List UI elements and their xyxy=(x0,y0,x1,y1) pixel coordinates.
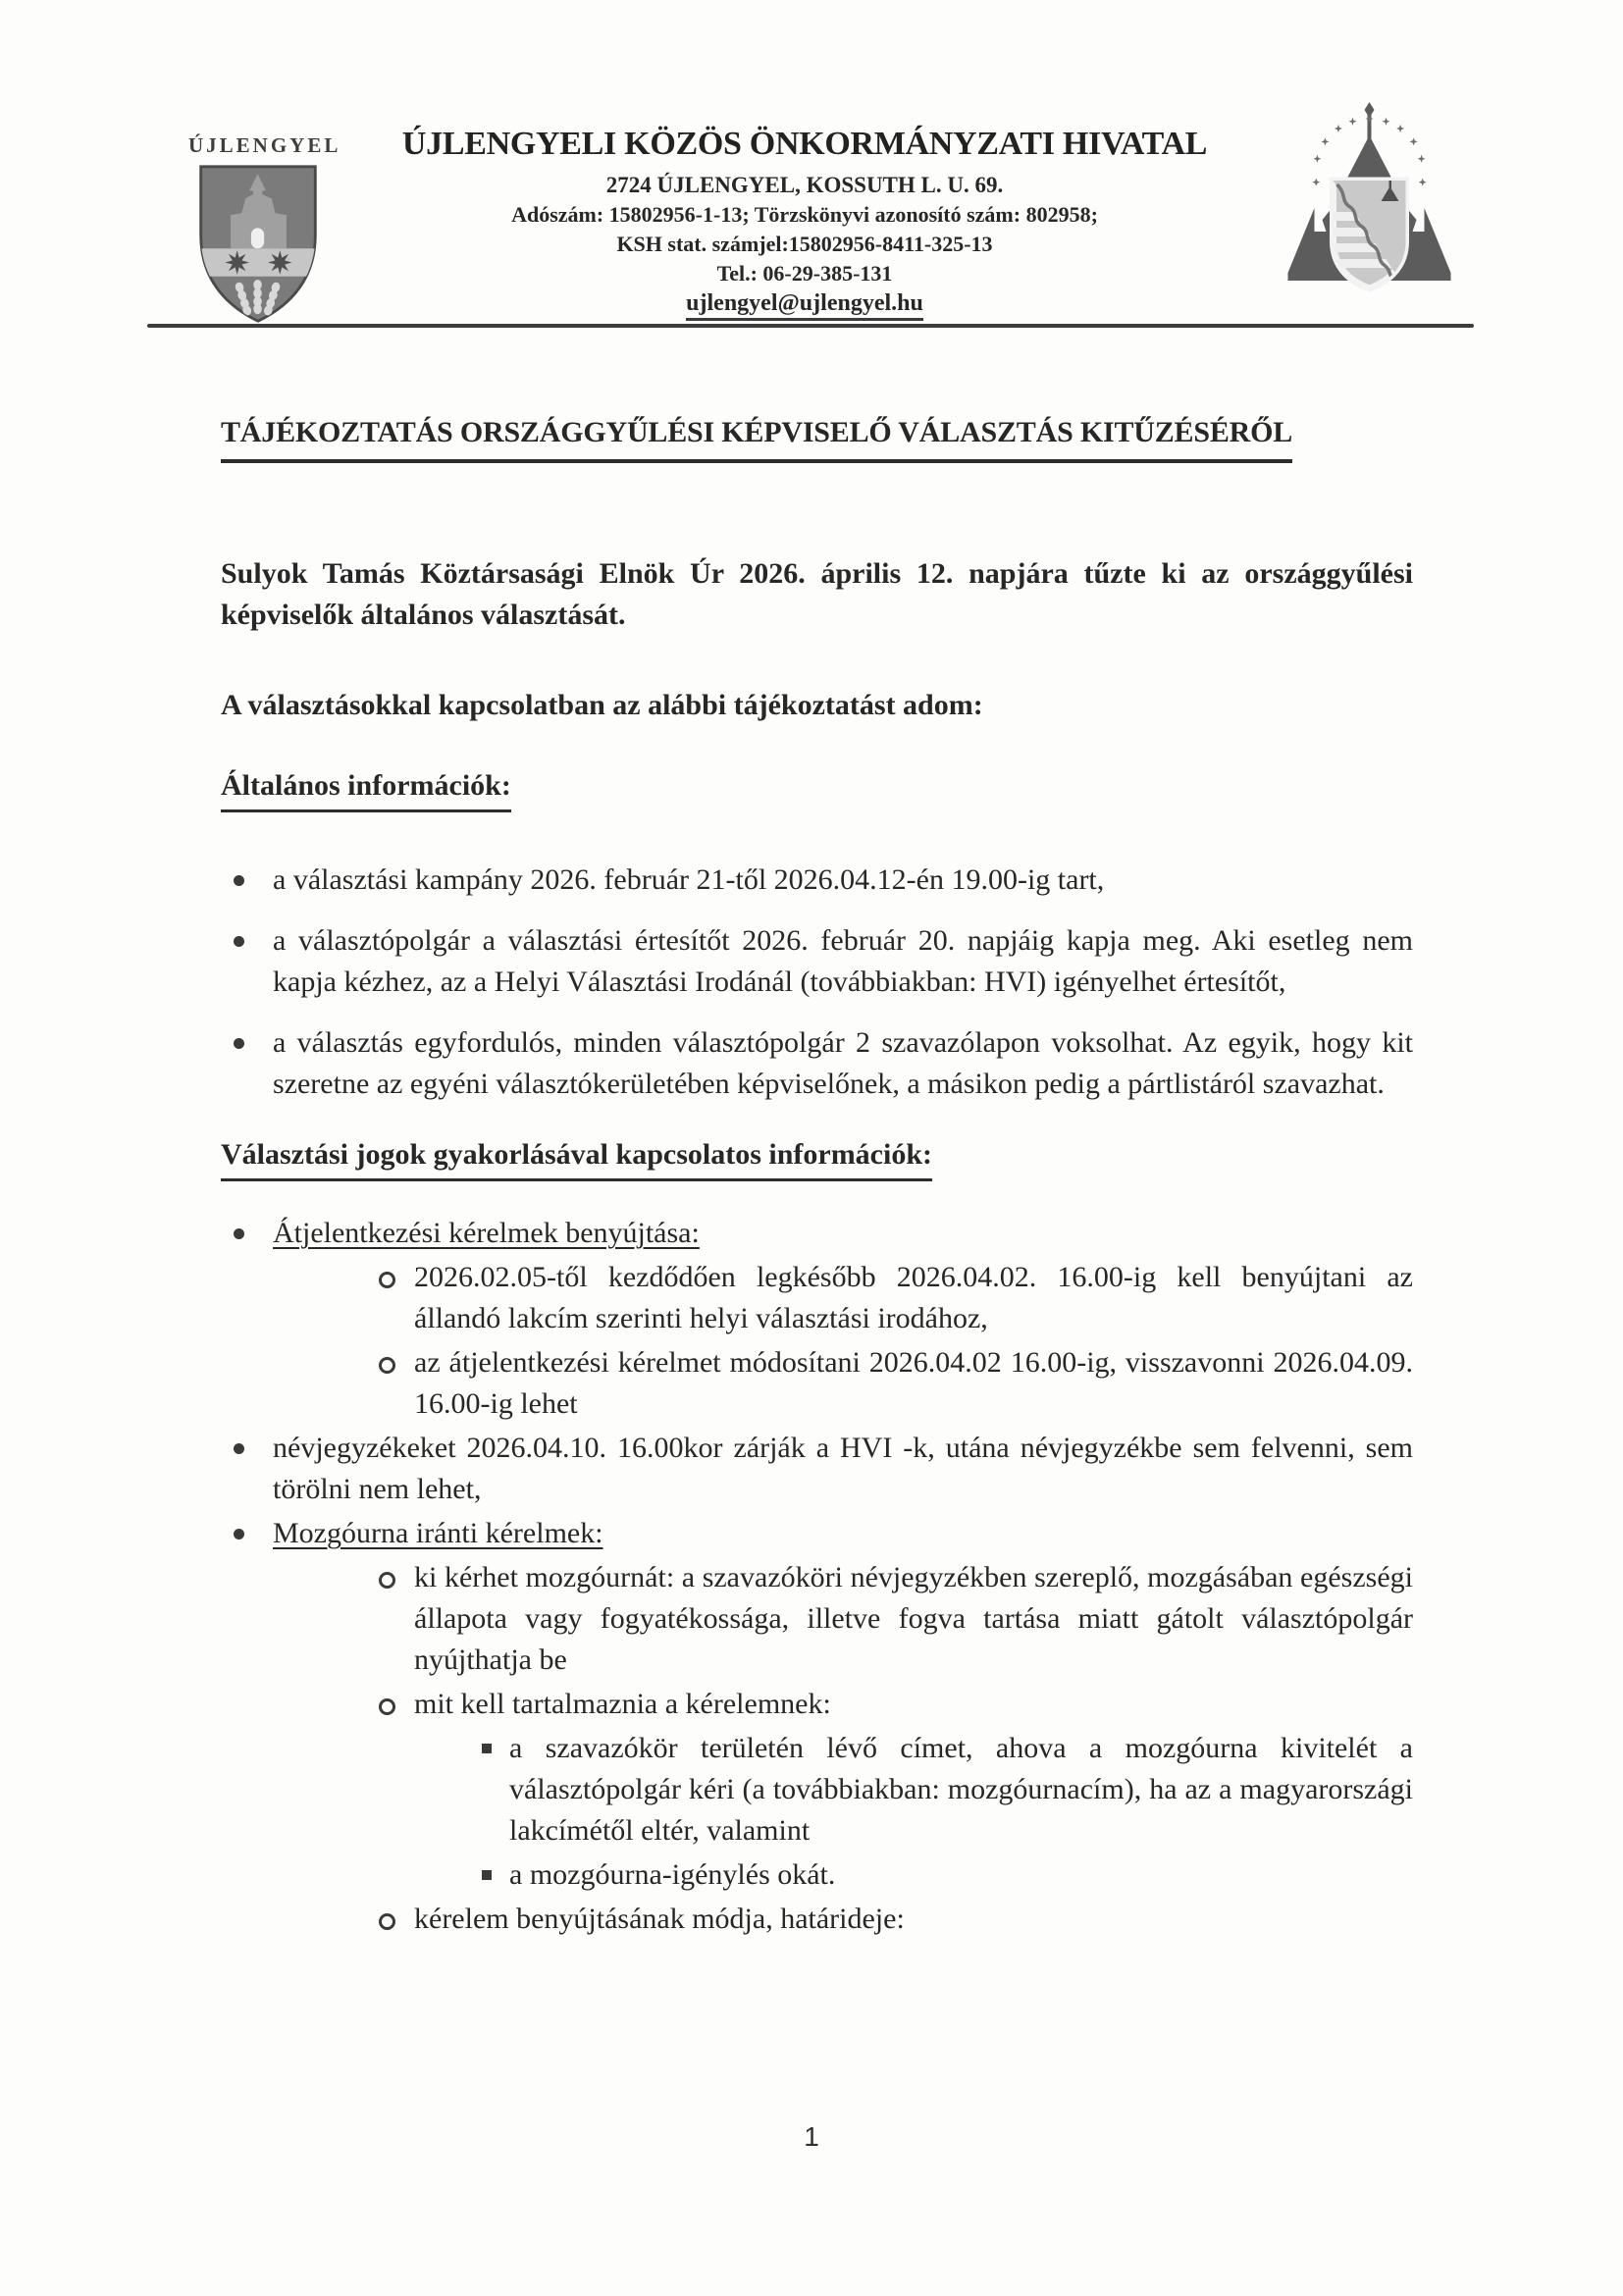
logo-label: ÚJLENGYEL xyxy=(188,133,341,157)
bullet-dot-icon xyxy=(221,920,273,1003)
document-body xyxy=(221,412,1413,1940)
list-item xyxy=(221,1428,1413,1510)
bullet-dot-icon xyxy=(221,860,273,901)
sub-list-item xyxy=(221,1899,1413,1940)
square-bullet-icon xyxy=(476,1728,509,1852)
rights-info-list xyxy=(221,1213,1413,1940)
document-title: TÁJÉKOZTATÁS ORSZÁGGYŰLÉSI KÉPVISELŐ VÁLASZTÁS KITŰZÉSÉRŐL xyxy=(221,413,1292,463)
sub-list-item-text: 2026.02.05-től kezdődően legkésőbb 2026.04.02. 16.00-ig kell benyújtani az állandó lakcím szerinti helyi választási irodához, xyxy=(414,1261,1413,1334)
bullet-dot-icon xyxy=(221,1513,273,1554)
circle-bullet-icon xyxy=(371,1257,414,1339)
org-name: ÚJLENGYELI KÖZÖS ÖNKORMÁNYZATI HIVATAL xyxy=(401,126,1208,162)
circle-bullet-icon xyxy=(371,1342,414,1425)
section-heading-general: Általános információk: xyxy=(221,765,511,812)
page-number: 1 xyxy=(804,2121,819,2152)
list-item-text: a választási kampány 2026. február 21-től 2026.04.12-én 19.00-ig tart, xyxy=(273,863,1105,896)
letterhead-text xyxy=(339,126,1271,321)
address-line: 2724 ÚJLENGYEL, KOSSUTH L. U. 69. xyxy=(605,173,1004,197)
general-info-list xyxy=(221,860,1413,1105)
sub-list-item-text: kérelem benyújtásának módja, határideje: xyxy=(414,1903,905,1935)
list-item-text: névjegyzékeket 2026.04.10. 16.00kor zárják a HVI -k, utána névjegyzékbe sem felvenni, sem törölni nem lehet, xyxy=(273,1432,1413,1505)
section-heading-rights: Választási jogok gyakorlásával kapcsolatos információk: xyxy=(221,1134,932,1181)
county-crest xyxy=(1272,96,1468,302)
square-bullet-icon xyxy=(476,1854,509,1896)
transfer-requests-label: Átjelentkezési kérelmek benyújtása: xyxy=(273,1217,700,1249)
sub-list-item xyxy=(221,1684,1413,1725)
lead-paragraph: A választásokkal kapcsolatban az alábbi tájékoztatást adom: xyxy=(221,689,983,721)
sub-list-item-text: ki kérhet mozgóurnát: a szavazóköri névjegyzékben szereplő, mozgásában egészségi állapota vagy fogyatékossága, illetve fogva tartása miatt gátolt választópolgár nyújthatja be xyxy=(414,1561,1413,1676)
sub-sub-list-item-text: a mozgóurna-igénylés okát. xyxy=(509,1858,836,1891)
list-item xyxy=(221,1022,1413,1105)
bullet-dot-icon xyxy=(221,1428,273,1510)
county-crest-icon xyxy=(1272,96,1468,297)
list-item xyxy=(221,1213,1413,1254)
sub-list-item xyxy=(221,1342,1413,1425)
intro-paragraph: Sulyok Tamás Köztársasági Elnök Úr 2026. április 12. napjára tűzte ki az országgyűlési képviselők általános választását. xyxy=(221,557,1413,631)
sub-sub-list-item xyxy=(221,1728,1413,1852)
sub-list-item xyxy=(221,1557,1413,1681)
ksh-line: KSH stat. számjel:15802956-8411-325-13 xyxy=(616,232,993,256)
circle-bullet-icon xyxy=(371,1899,414,1940)
tax-line: Adószám: 15802956-1-13; Törzskönyvi azonosító szám: 802958; xyxy=(511,202,1098,227)
list-item xyxy=(221,920,1413,1003)
circle-bullet-icon xyxy=(371,1557,414,1681)
sub-list-item-text: az átjelentkezési kérelmet módosítani 2026.04.02 16.00-ig, visszavonni 2026.04.09. 16.00-ig lehet xyxy=(414,1346,1413,1420)
header-divider xyxy=(147,324,1474,328)
sub-sub-list-item xyxy=(221,1854,1413,1896)
sub-list-item xyxy=(221,1257,1413,1339)
phone-line: Tel.: 06-29-385-131 xyxy=(716,261,893,286)
bullet-dot-icon xyxy=(221,1213,273,1254)
circle-bullet-icon xyxy=(371,1684,414,1725)
sub-list-item-text: mit kell tartalmaznia a kérelemnek: xyxy=(414,1688,831,1720)
mobile-ballot-label: Mozgóurna iránti kérelmek: xyxy=(273,1517,603,1549)
village-shield-icon xyxy=(195,163,321,326)
ujlengyel-coat-of-arms xyxy=(188,133,341,326)
sub-sub-list-item-text: a szavazókör területén lévő címet, ahova a mozgóurna kivitelét a választópolgár kéri (a továbbiakban: mozgóurnacím), ha az a magyarországi lakcímétől eltér, valamint xyxy=(509,1732,1413,1847)
list-item-text: a választópolgár a választási értesítőt 2026. február 20. napjáig kapja meg. Aki esetleg nem kapja kézhez, az a Helyi Választási Irodánál (továbbiakban: HVI) igényelhet értesítőt, xyxy=(273,924,1413,998)
list-item xyxy=(221,1513,1413,1554)
email-address: ujlengyel@ujlengyel.hu xyxy=(686,290,923,321)
list-item-text: a választás egyfordulós, minden választópolgár 2 szavazólapon voksolhat. Az egyik, hogy kit szeretne az egyéni választókerületében képviselőnek, a másikon pedig a pártlistáról szavazhat. xyxy=(273,1026,1413,1100)
list-item xyxy=(221,860,1413,901)
bullet-dot-icon xyxy=(221,1022,273,1105)
